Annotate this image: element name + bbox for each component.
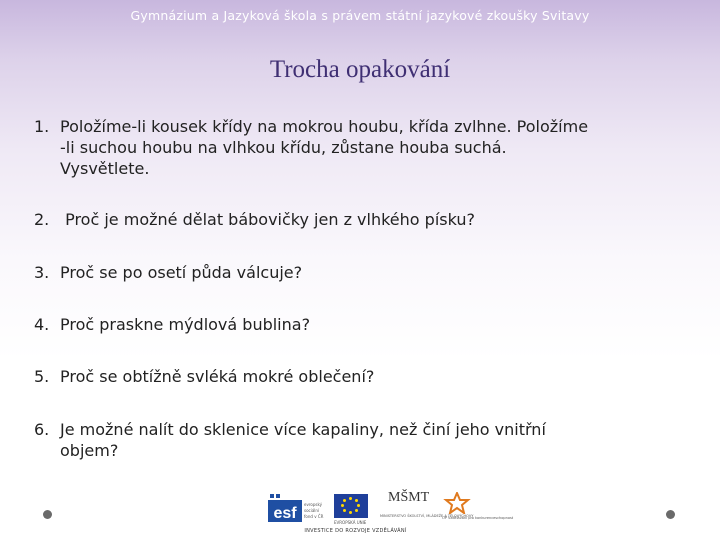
- msmt-text: MŠMT: [388, 490, 430, 505]
- sponsor-logos: [268, 490, 514, 536]
- question-number: 6.: [34, 420, 50, 439]
- eu-star-icon: [341, 504, 344, 507]
- question-item: [34, 314, 684, 335]
- question-line: -li suchou houbu na vlhkou křídu, zůstane houba suchá.: [60, 138, 507, 157]
- question-number: 5.: [34, 367, 50, 386]
- question-item: [34, 116, 684, 179]
- question-line: Proč je možné dělat bábovičky jen z vlhkého písku?: [60, 210, 475, 229]
- esf-mark-icon: [268, 494, 302, 524]
- esf-caption-1: evropský: [304, 502, 322, 507]
- question-item: [34, 262, 684, 283]
- question-line: Proč se po osetí půda válcuje?: [60, 263, 303, 282]
- msmt-caption: MINISTERSTVO ŠKOLSTVÍ, MLÁDEŽE A TĚLOVÝCHOVY: [380, 514, 474, 518]
- eu-star-icon: [355, 509, 358, 512]
- eu-star-icon: [349, 497, 352, 500]
- question-number: 1.: [34, 117, 50, 136]
- question-number: 4.: [34, 315, 50, 334]
- question-line: Proč se obtížně svléká mokré oblečení?: [60, 367, 375, 386]
- question-item: [34, 366, 684, 387]
- question-line: objem?: [60, 441, 119, 460]
- esf-text: esf: [273, 505, 297, 522]
- eu-flag-logo: [334, 494, 368, 525]
- right-bullet-dot: [666, 510, 675, 519]
- investment-footer: INVESTICE DO ROZVOJE VZDĚLÁVÁNÍ: [304, 528, 407, 534]
- eu-star-icon: [343, 499, 346, 502]
- eu-star-icon: [357, 504, 360, 507]
- op-caption: OP Vzdělávání pro konkurenceschopnost: [442, 516, 514, 520]
- question-line: Je možné nalít do sklenice více kapaliny, než činí jeho vnitřní: [60, 420, 546, 439]
- eu-star-icon: [343, 509, 346, 512]
- slide-title: Trocha opakování: [269, 56, 451, 83]
- left-bullet-dot: [43, 510, 52, 519]
- eu-star-icon: [349, 511, 352, 514]
- eu-caption: EVROPSKÁ UNIE: [334, 520, 367, 525]
- question-line: Proč praskne mýdlová bublina?: [60, 315, 311, 334]
- esf-logo: [268, 494, 330, 524]
- eu-star-icon: [355, 499, 358, 502]
- question-item: [34, 209, 684, 230]
- school-name-header: Gymnázium a Jazyková škola s právem státní jazykové zkoušky Svitavy: [130, 8, 590, 23]
- question-line: Položíme-li kousek křídy na mokrou houbu, křída zvlhne. Položíme: [60, 117, 589, 136]
- question-number: 3.: [34, 263, 50, 282]
- esf-caption-3: fond v ČR: [304, 514, 324, 519]
- question-item: [34, 419, 684, 461]
- op-star-icon: [442, 492, 472, 514]
- msmt-logo: [380, 490, 474, 526]
- esf-caption-2: sociální: [304, 508, 320, 513]
- op-vk-logo: [442, 492, 514, 526]
- question-line: Vysvětlete.: [60, 159, 150, 178]
- question-number: 2.: [34, 210, 50, 229]
